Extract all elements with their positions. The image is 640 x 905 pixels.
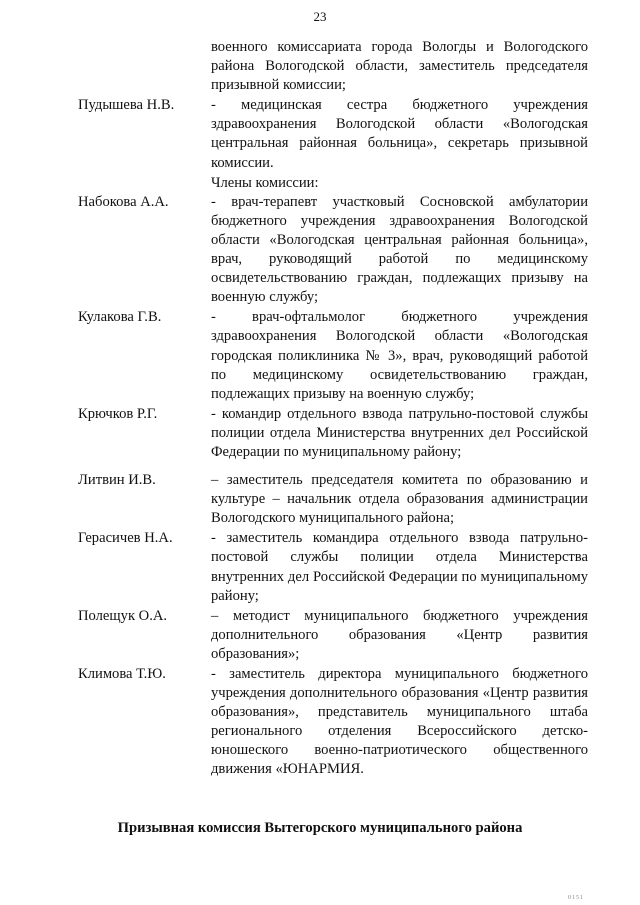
- member-name: Литвин И.В.: [78, 472, 156, 489]
- member-name: Герасичев Н.А.: [78, 530, 173, 547]
- member-row: [78, 665, 588, 780]
- member-name: Крючков Р.Г.: [78, 405, 158, 422]
- member-row: [78, 471, 588, 528]
- member-name: Климова Т.Ю.: [78, 666, 166, 682]
- member-text: – заместитель председателя комитета по образованию и культуре – начальник отдела образования администрации Вологодского муниципального района;: [211, 472, 588, 527]
- member-row: [78, 607, 588, 664]
- member-text: - командир отдельного взвода патрульно-постовой службы полиции отдела Министерства внутренних дел Российской Федерации по муниципальному району;: [211, 405, 588, 460]
- member-text: - врач-офтальмолог бюджетного учреждения здравоохранения Вологодской области «Вологодская городская поликлиника № 3», врач, руководящий работой по медицинскому освидетельствованию граждан, подлежащих призыву на военную службу;: [211, 309, 588, 402]
- section-title: Призывная комиссия Вытегорского муниципального района: [117, 820, 523, 836]
- member-name: Кулакова Г.В.: [78, 309, 162, 326]
- member-row: [78, 529, 588, 605]
- commission-list: [78, 38, 588, 781]
- continuation-text: военного комиссариата города Вологды и Вологодского района Вологодской области, заместитель председателя призывной комиссии;: [211, 39, 588, 94]
- page-number: 23: [313, 9, 327, 24]
- members-heading: Члены комиссии:: [211, 174, 319, 191]
- member-text: - заместитель командира отдельного взвода патрульно-постовой службы полиции отдела Министерства внутренних дел Российской Федерации по муниципальному району;: [211, 530, 588, 604]
- member-text: - врач-терапевт участковый Сосновской амбулатории бюджетного учреждения здравоохранения Вологодской области «Вологодская центральная районная больница», врач, руководящий работой по медицинскому освидетельствованию граждан, подлежащих призыву на военную службу;: [211, 193, 588, 306]
- member-name: Полещук О.А.: [78, 607, 168, 624]
- secretary-name: Пудышева Н.В.: [78, 97, 175, 114]
- member-row: [78, 405, 588, 462]
- continuation-row: [78, 38, 588, 95]
- member-row: [78, 193, 588, 308]
- member-name: [78, 38, 211, 95]
- secretary-row: [78, 96, 588, 172]
- member-text: - заместитель директора муниципального бюджетного учреждения дополнительного образования «Центр развития образования», представитель муниципального штаба регионального отделения Всероссийского детско-юношеского военно-патриотического общественного движения «ЮНАРМИЯ.: [211, 666, 588, 778]
- secretary-text: - медицинская сестра бюджетного учреждения здравоохранения Вологодской области «Вологодская центральная районная больница», секретарь призывной комиссии.: [211, 97, 588, 171]
- footer-mark: 0151: [568, 895, 584, 901]
- member-text: – методист муниципального бюджетного учреждения дополнительного образования «Центр развития образования»;: [211, 607, 588, 662]
- member-name: Набокова А.А.: [78, 193, 169, 210]
- member-row: [78, 308, 588, 403]
